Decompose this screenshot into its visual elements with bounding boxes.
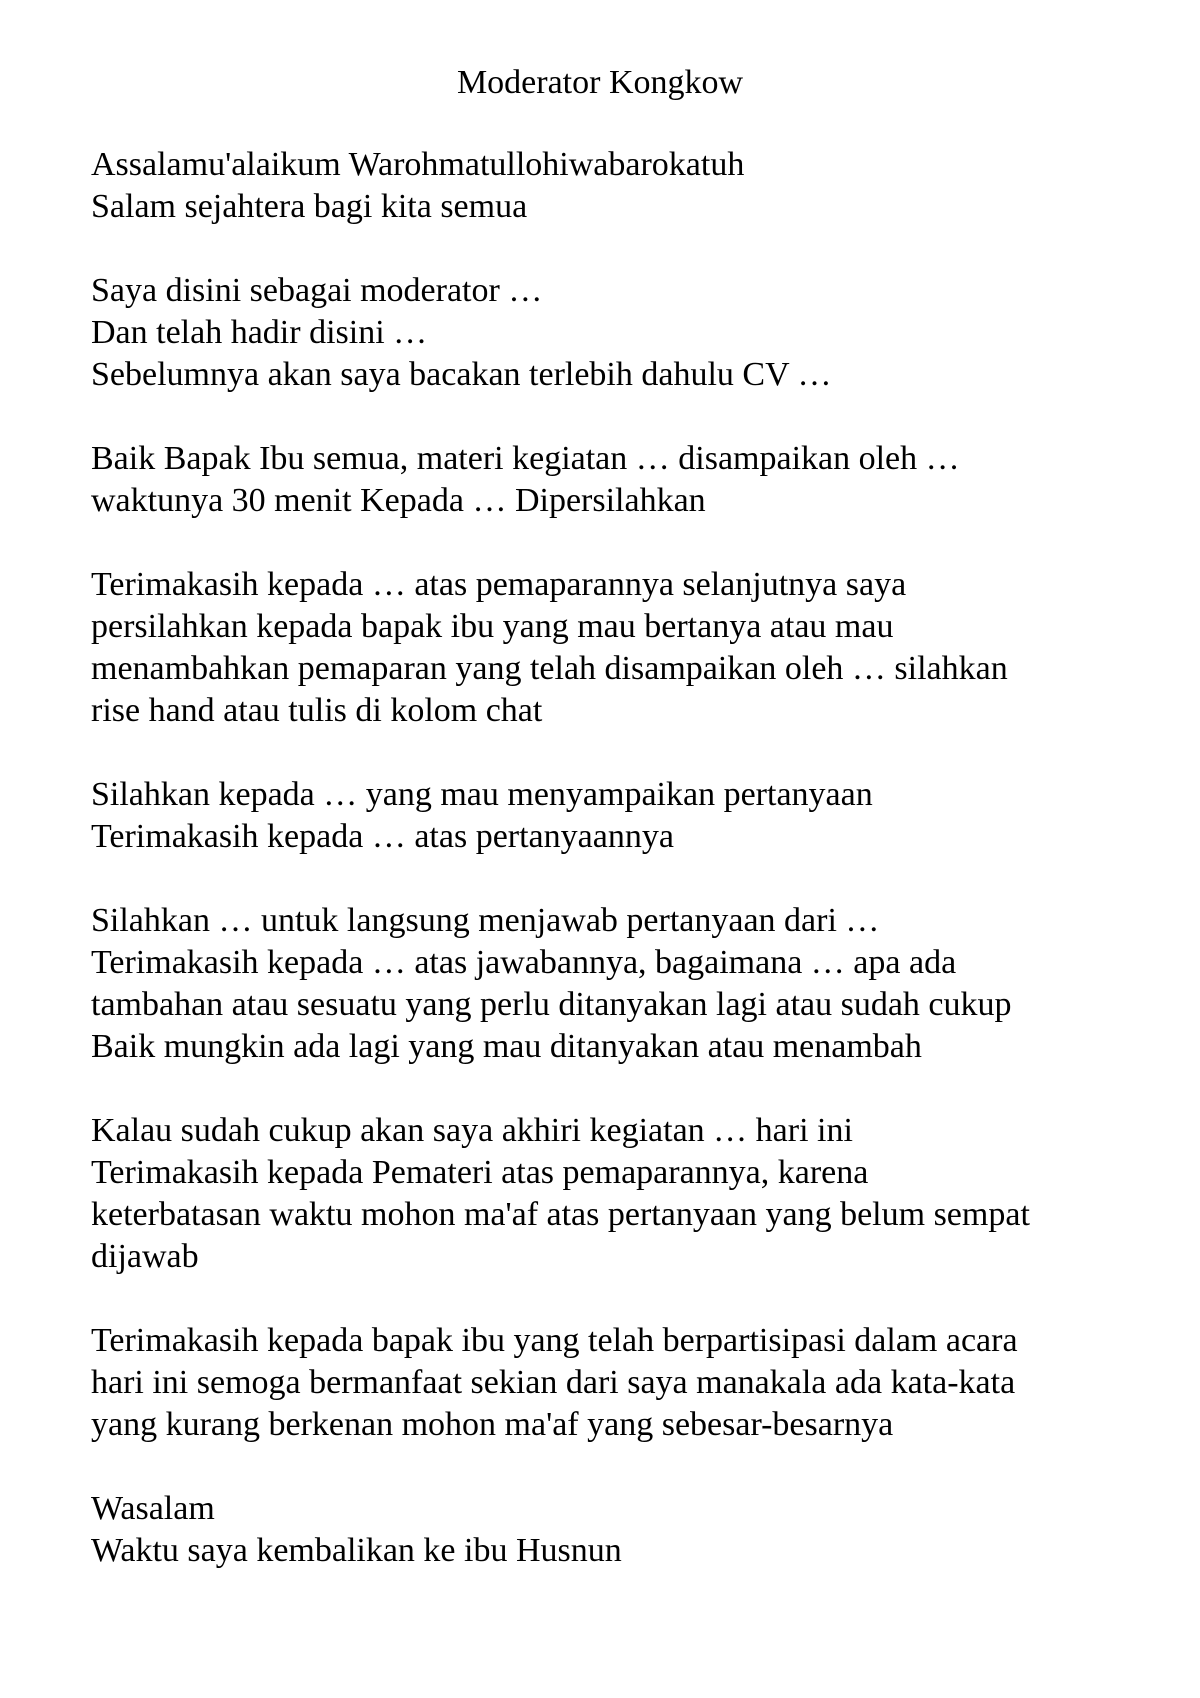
text-line: keterbatasan waktu mohon ma'af atas pertanyaan yang belum sempat — [91, 1196, 1030, 1233]
text-line: Kalau sudah cukup akan saya akhiri kegiatan … hari ini — [91, 1112, 853, 1149]
text-line: dijawab — [91, 1238, 199, 1275]
text-line: rise hand atau tulis di kolom chat — [91, 692, 543, 729]
paragraph-answer — [91, 900, 1131, 1068]
text-line: Sebelumnya akan saya bacakan terlebih dahulu CV … — [91, 356, 832, 393]
text-line: Terimakasih kepada … atas jawabannya, bagaimana … apa ada — [91, 944, 957, 981]
paragraph-question — [91, 774, 1131, 858]
paragraph-greeting — [91, 144, 1131, 228]
text-line: Silahkan kepada … yang mau menyampaikan pertanyaan — [91, 776, 873, 813]
paragraph-farewell — [91, 1488, 1131, 1572]
text-line: Assalamu'alaikum Warohmatullohiwabarokatuh — [91, 146, 745, 183]
document-title: Moderator Kongkow — [456, 64, 744, 101]
text-line: hari ini semoga bermanfaat sekian dari saya manakala ada kata-kata — [91, 1364, 1016, 1401]
text-line: Terimakasih kepada … atas pemaparannya selanjutnya saya — [91, 566, 907, 603]
paragraph-thanks — [91, 1320, 1131, 1446]
text-line: Dan telah hadir disini … — [91, 314, 428, 351]
text-line: Saya disini sebagai moderator … — [91, 272, 543, 309]
text-line: menambahkan pemaparan yang telah disampaikan oleh … silahkan — [91, 650, 1008, 687]
paragraph-questions-invite — [91, 564, 1131, 732]
text-line: persilahkan kepada bapak ibu yang mau bertanya atau mau — [91, 608, 894, 645]
paragraph-introduction — [91, 270, 1131, 396]
text-line: Baik Bapak Ibu semua, materi kegiatan … disampaikan oleh … — [91, 440, 960, 477]
text-line: Baik mungkin ada lagi yang mau ditanyakan atau menambah — [91, 1028, 922, 1065]
text-line: Terimakasih kepada Pemateri atas pemaparannya, karena — [91, 1154, 869, 1191]
paragraph-material — [91, 438, 1131, 522]
text-line: Waktu saya kembalikan ke ibu Husnun — [91, 1532, 622, 1569]
text-line: Wasalam — [91, 1490, 215, 1527]
text-line: Salam sejahtera bagi kita semua — [91, 188, 528, 225]
document-body — [91, 62, 1131, 1614]
text-line: Terimakasih kepada bapak ibu yang telah berpartisipasi dalam acara — [91, 1322, 1018, 1359]
paragraph-closing — [91, 1110, 1131, 1278]
text-line: Silahkan … untuk langsung menjawab pertanyaan dari … — [91, 902, 880, 939]
text-line: tambahan atau sesuatu yang perlu ditanyakan lagi atau sudah cukup — [91, 986, 1012, 1023]
text-line: Terimakasih kepada … atas pertanyaannya — [91, 818, 674, 855]
text-line: waktunya 30 menit Kepada … Dipersilahkan — [91, 482, 706, 519]
text-line: yang kurang berkenan mohon ma'af yang sebesar-besarnya — [91, 1406, 894, 1443]
